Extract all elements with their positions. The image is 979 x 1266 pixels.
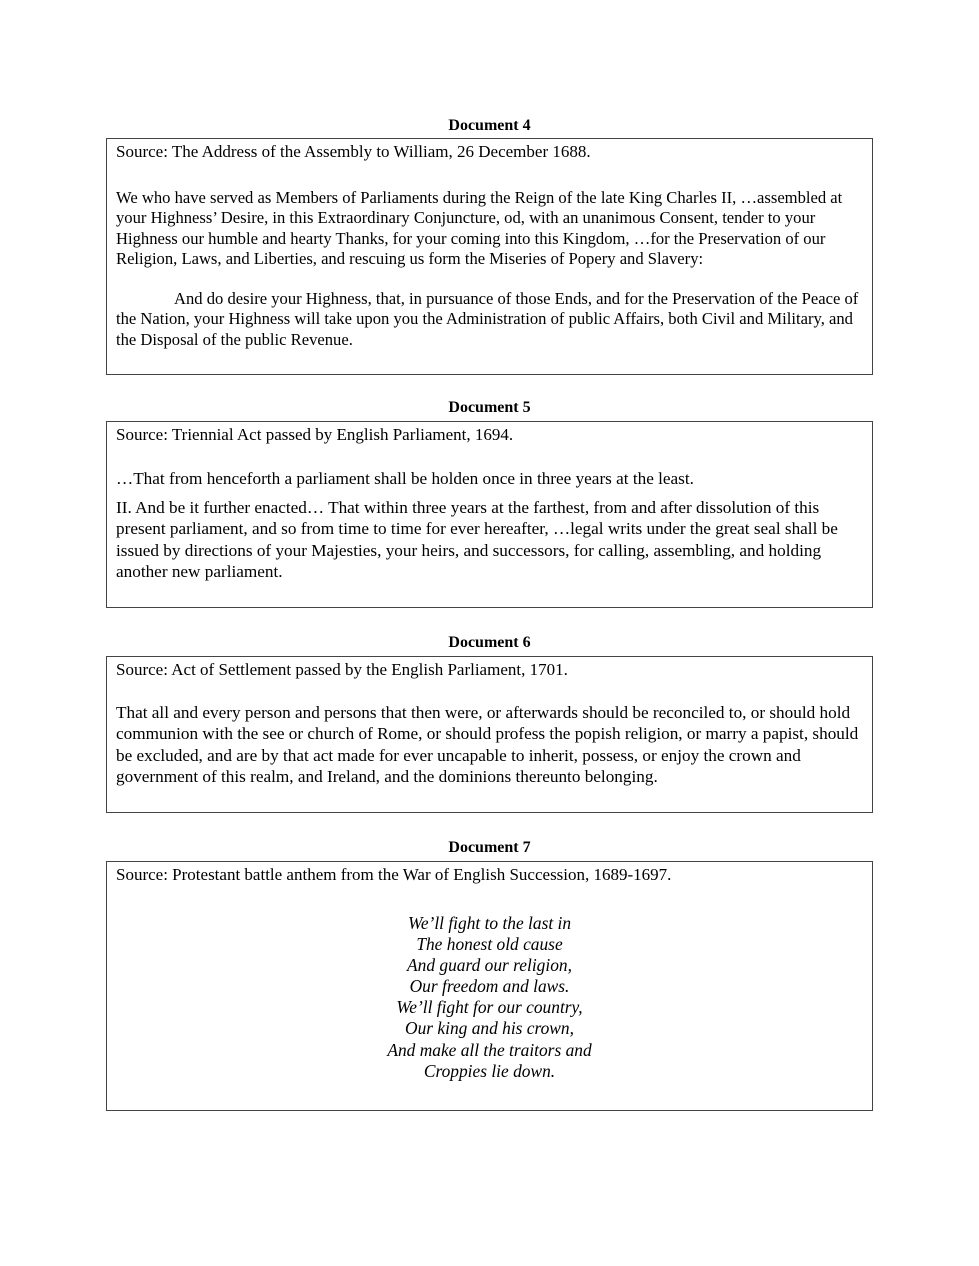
document-5-source: Source: Triennial Act passed by English Parliament, 1694. xyxy=(116,425,514,444)
document-5-paragraph-1: …That from henceforth a parliament shall be holden once in three years at the least. xyxy=(116,469,694,488)
document-6-paragraph-1: That all and every person and persons that then were, or afterwards should be reconciled to, or should hold communion with the see or church of Rome, or should profess the popish religion, or marry a papist, should be excluded, and are by that act made for ever uncapable to inherit, possess, or enjoy the crown and government of this realm, and Ireland, and the dominions thereunto belonging. xyxy=(116,703,859,787)
document-4-paragraph-1: We who have served as Members of Parliaments during the Reign of the late King Charles II, …assembled at your Highness’ Desire, in this Extraordinary Conjuncture, od, with an unanimous Consent, tender to your Highness our humble and hearty Thanks, for your coming into this Kingdom, …for the Preservation of our Religion, Laws, and Liberties, and rescuing us form the Miseries of Popery and Slavery: xyxy=(116,188,843,268)
document-5-heading: Document 5 xyxy=(448,399,531,416)
document-4-paragraph-2: And do desire your Highness, that, in pursuance of those Ends, and for the Preservation of the Peace of the Nation, your Highness will take upon you the Administration of public Affairs, both Civil and Military, and the Disposal of the public Revenue. xyxy=(116,289,859,349)
poem-line: And guard our religion, xyxy=(407,955,572,976)
poem-line: We’ll fight to the last in xyxy=(407,913,572,933)
document-7-box xyxy=(106,861,873,1111)
poem-line: We’ll fight for our country, xyxy=(396,997,583,1018)
document-7-source: Source: Protestant battle anthem from the War of English Succession, 1689-1697. xyxy=(116,865,672,884)
document-7-poem xyxy=(107,913,872,1082)
poem-line: The honest old cause xyxy=(416,934,563,955)
document-5-box xyxy=(106,421,873,608)
document-7-heading: Document 7 xyxy=(448,839,531,856)
document-6-box xyxy=(106,656,873,813)
document-4-heading: Document 4 xyxy=(448,117,531,134)
document-5-paragraph-2: II. And be it further enacted… That within three years at the farthest, from and after dissolution of this present parliament, and so from time to time for ever hereafter, …legal writs under the great seal shall be issued by directions of your Majesties, your heirs, and successors, for calling, assembling, and holding another new parliament. xyxy=(116,498,838,582)
document-4-box xyxy=(106,138,873,375)
poem-line: And make all the traitors and xyxy=(387,1039,592,1060)
document-6-source: Source: Act of Settlement passed by the English Parliament, 1701. xyxy=(116,660,568,679)
poem-line: Our freedom and laws. xyxy=(409,976,570,997)
poem-line: Our king and his crown, xyxy=(405,1018,574,1039)
poem-line: Croppies lie down. xyxy=(423,1060,556,1081)
document-6-heading: Document 6 xyxy=(448,634,531,651)
document-4-source: Source: The Address of the Assembly to William, 26 December 1688. xyxy=(116,142,591,161)
